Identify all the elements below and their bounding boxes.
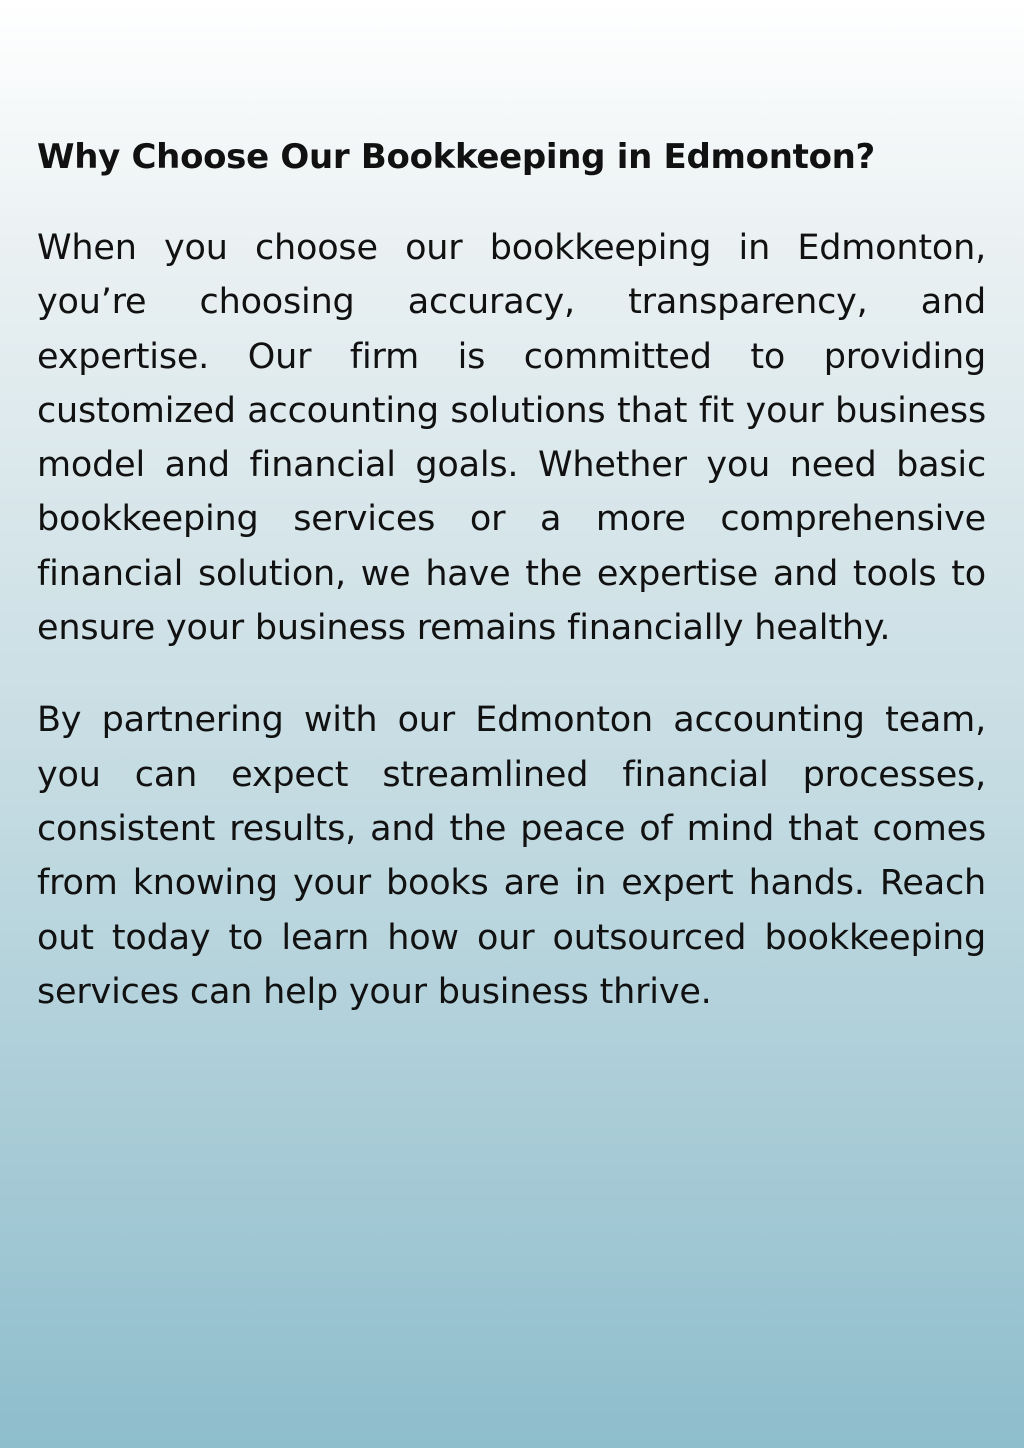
paragraph-partnering: By partnering with our Edmonton accounting team, you can expect streamlined financial processes, consistent results, and the peace of mind that comes from knowing your books are in expert hands. Reach out today to learn how our outsourced bookkeeping services can help your business thrive. (37, 700, 986, 1012)
document-body (37, 131, 986, 1019)
paragraph-intro: When you choose our bookkeeping in Edmonton, you’re choosing accuracy, transparency, and expertise. Our firm is committed to providing customized accounting solutions that fit your business model and financial goals. Whether you need basic bookkeeping services or a more comprehensive financial solution, we have the expertise and tools to ensure your business remains financially healthy. (37, 228, 986, 649)
page-heading: Why Choose Our Bookkeeping in Edmonton? (37, 137, 875, 177)
